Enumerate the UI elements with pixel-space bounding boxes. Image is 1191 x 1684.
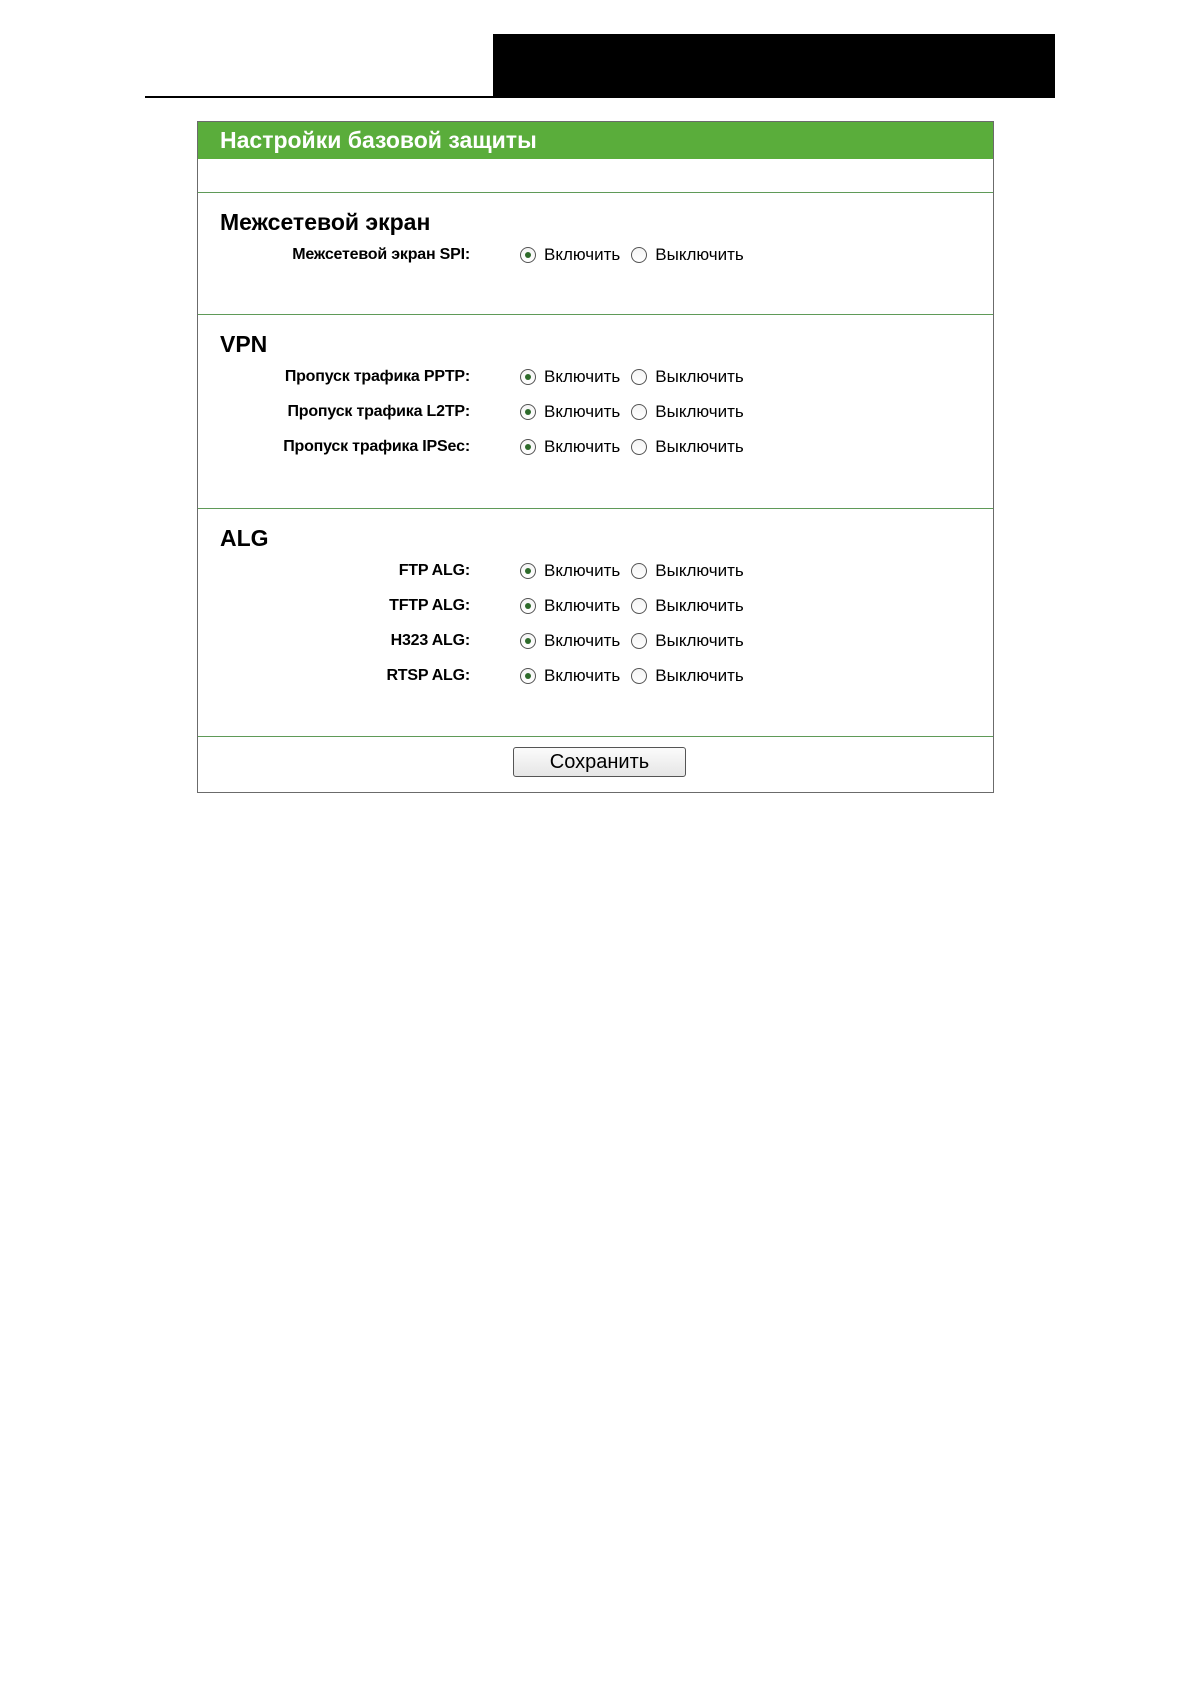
ftp-alg-disable-radio[interactable]	[631, 563, 647, 579]
spi-enable-label[interactable]: Включить	[544, 244, 621, 264]
rtsp-alg-enable-label[interactable]: Включить	[544, 665, 621, 685]
setting-row-rtsp-alg	[198, 658, 993, 693]
h323-alg-enable-label[interactable]: Включить	[544, 630, 621, 650]
pptp-enable-radio[interactable]	[520, 369, 536, 385]
setting-label-tftp-alg: TFTP ALG:	[389, 596, 470, 614]
setting-row-ftp-alg	[198, 553, 993, 588]
tftp-alg-disable-radio[interactable]	[631, 598, 647, 614]
tftp-alg-enable-label[interactable]: Включить	[544, 595, 621, 615]
radio-group-ftp-alg	[520, 561, 755, 581]
setting-label-h323-alg: H323 ALG:	[390, 631, 470, 649]
tftp-alg-enable-radio[interactable]	[520, 598, 536, 614]
ftp-alg-disable-label[interactable]: Выключить	[655, 560, 744, 580]
tftp-alg-disable-label[interactable]: Выключить	[655, 595, 744, 615]
h323-alg-enable-radio[interactable]	[520, 633, 536, 649]
spi-disable-label[interactable]: Выключить	[655, 244, 744, 264]
pptp-disable-label[interactable]: Выключить	[655, 366, 744, 386]
radio-group-ipsec	[520, 437, 755, 457]
rtsp-alg-disable-radio[interactable]	[631, 668, 647, 684]
h323-alg-disable-radio[interactable]	[631, 633, 647, 649]
setting-row-ipsec	[198, 429, 993, 464]
ipsec-enable-label[interactable]: Включить	[544, 436, 621, 456]
ftp-alg-enable-label[interactable]: Включить	[544, 560, 621, 580]
panel-footer	[198, 737, 993, 791]
pptp-enable-label[interactable]: Включить	[544, 366, 621, 386]
document-header-block	[493, 34, 1055, 96]
section-title-firewall: Межсетевой экран	[220, 209, 431, 235]
l2tp-enable-radio[interactable]	[520, 404, 536, 420]
ipsec-disable-label[interactable]: Выключить	[655, 436, 744, 456]
setting-label-l2tp: Пропуск трафика L2TP:	[287, 402, 470, 420]
radio-group-h323-alg	[520, 631, 755, 651]
rtsp-alg-enable-radio[interactable]	[520, 668, 536, 684]
l2tp-disable-label[interactable]: Выключить	[655, 401, 744, 421]
radio-group-pptp	[520, 367, 755, 387]
ipsec-disable-radio[interactable]	[631, 439, 647, 455]
section-title-alg: ALG	[220, 525, 269, 551]
document-header-rule	[145, 96, 1055, 98]
setting-label-pptp: Пропуск трафика PPTP:	[284, 367, 470, 385]
setting-label-rtsp-alg: RTSP ALG:	[386, 666, 470, 684]
setting-row-spi	[198, 237, 993, 272]
ftp-alg-enable-radio[interactable]	[520, 563, 536, 579]
setting-row-pptp	[198, 359, 993, 394]
setting-label-ftp-alg: FTP ALG:	[398, 561, 470, 579]
panel-title: Настройки базовой защиты	[198, 122, 993, 159]
setting-row-tftp-alg	[198, 588, 993, 623]
radio-group-tftp-alg	[520, 596, 755, 616]
l2tp-disable-radio[interactable]	[631, 404, 647, 420]
radio-group-rtsp-alg	[520, 666, 755, 686]
h323-alg-disable-label[interactable]: Выключить	[655, 630, 744, 650]
setting-row-h323-alg	[198, 623, 993, 658]
rtsp-alg-disable-label[interactable]: Выключить	[655, 665, 744, 685]
panel-spacer	[198, 159, 993, 193]
save-button[interactable]: Сохранить	[513, 747, 686, 777]
setting-label-spi: Межсетевой экран SPI:	[292, 245, 470, 263]
firewall-section	[198, 193, 993, 315]
spi-enable-radio[interactable]	[520, 247, 536, 263]
section-title-vpn: VPN	[220, 331, 268, 357]
spi-disable-radio[interactable]	[631, 247, 647, 263]
l2tp-enable-label[interactable]: Включить	[544, 401, 621, 421]
setting-row-l2tp	[198, 394, 993, 429]
ipsec-enable-radio[interactable]	[520, 439, 536, 455]
setting-label-ipsec: Пропуск трафика IPSec:	[283, 437, 470, 455]
security-settings-panel	[197, 121, 994, 793]
alg-section	[198, 509, 993, 737]
vpn-section	[198, 315, 993, 509]
radio-group-spi	[520, 245, 755, 265]
pptp-disable-radio[interactable]	[631, 369, 647, 385]
radio-group-l2tp	[520, 402, 755, 422]
